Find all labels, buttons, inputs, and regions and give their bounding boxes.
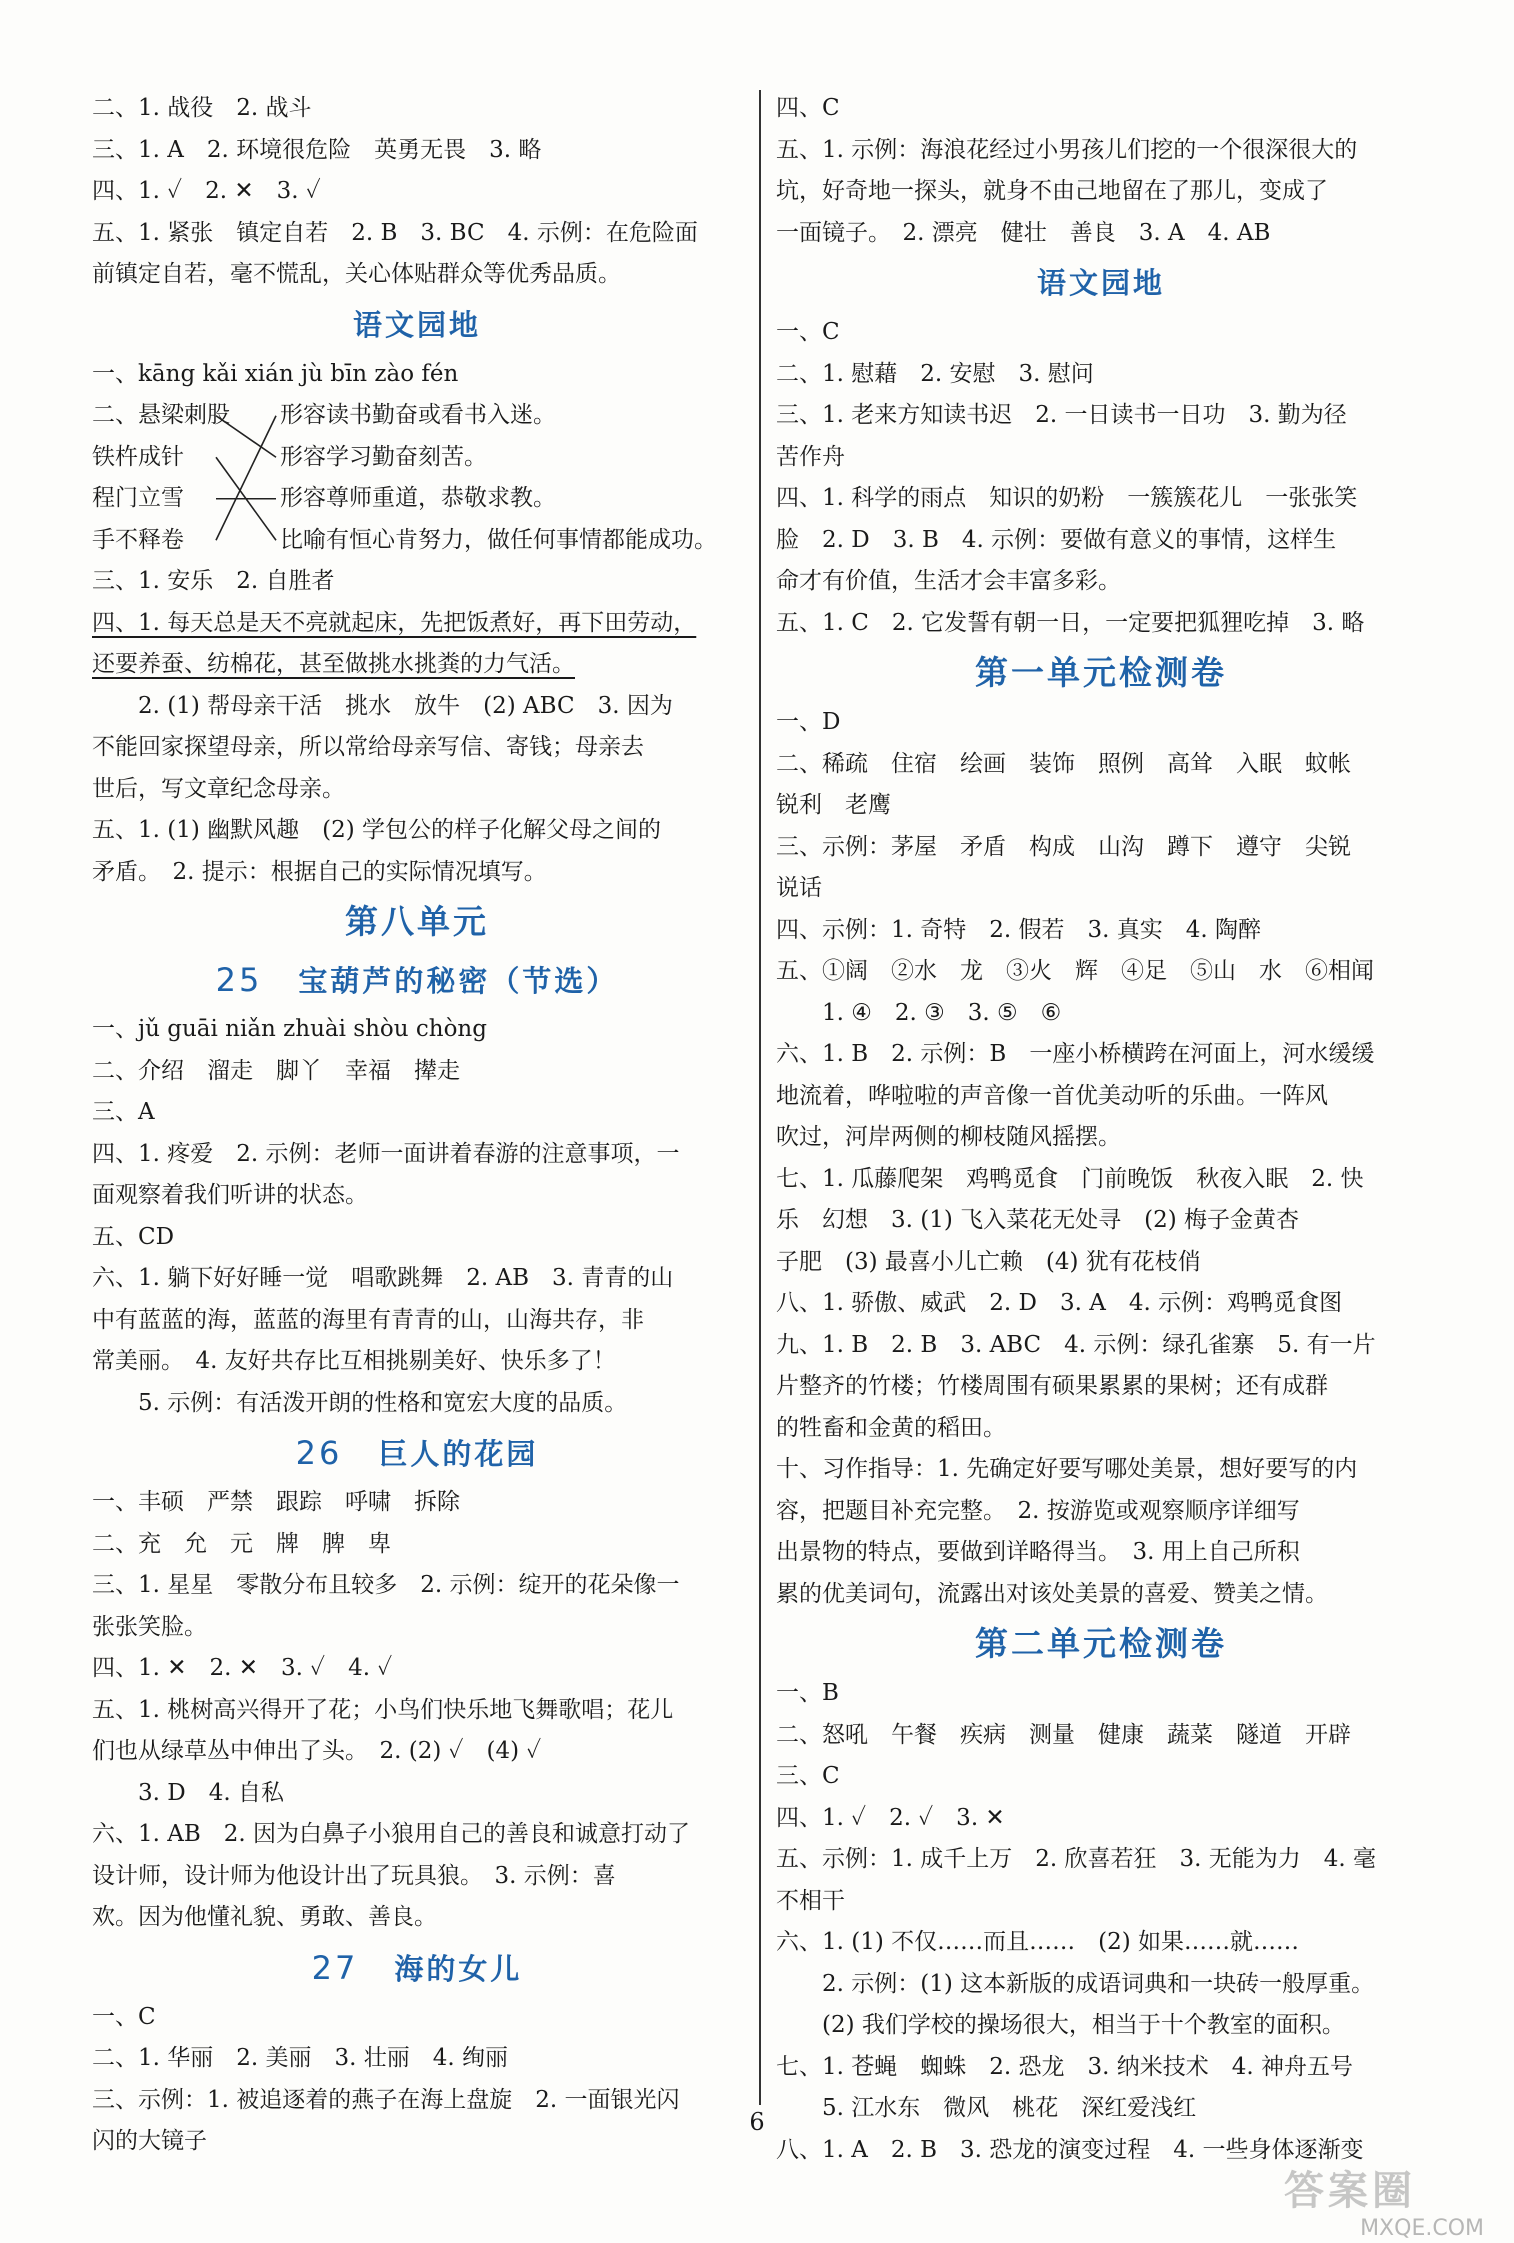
answer-line: 一面镜子。 2. 漂亮 健壮 善良 3. A 4. AB — [776, 219, 1271, 246]
answer-line: 地流着，哗啦啦的声音像一首优美动听的乐曲。一阵风 — [776, 1082, 1328, 1109]
answer-line: 5. 江水东 微风 桃花 深红爱浅红 — [822, 2095, 1197, 2121]
answer-line: 三、示例：茅屋 矛盾 构成 山沟 蹲下 遵守 尖锐 — [776, 833, 1351, 860]
match-connector — [216, 416, 276, 541]
unit-heading: 第二单元检测卷 — [975, 1624, 1227, 1663]
answer-line: 说话 — [776, 875, 822, 901]
matching-exercise — [92, 395, 742, 561]
answer-line: 设计师，设计师为他设计出了玩具狼。 3. 示例：喜 — [92, 1862, 616, 1889]
match-lines — [210, 395, 280, 561]
answer-line: 八、1. 骄傲、威武 2. D 3. A 4. 示例：鸡鸭觅食图 — [776, 1290, 1343, 1316]
watermark-url: MXQE.COM — [1360, 2216, 1484, 2241]
lesson-number: 26 — [295, 1434, 343, 1472]
answer-line: 中有蓝蓝的海，蓝蓝的海里有青青的山，山海共存，非 — [92, 1306, 644, 1333]
match-left-item: 铁杵成针 — [92, 443, 184, 470]
answer-line: 锐利 老鹰 — [776, 792, 891, 818]
match-connector — [216, 416, 276, 458]
answer-line: 一、jǔ guāi niǎn zhuài shòu chòng — [92, 1016, 487, 1042]
answer-line: 世后，写文章纪念母亲。 — [92, 775, 345, 802]
lesson-number: 25 — [215, 961, 263, 999]
answer-line: 矛盾。 2. 提示：根据自己的实际情况填写。 — [92, 858, 547, 885]
answer-line: 命才有价值，生活才会丰富多彩。 — [776, 568, 1121, 594]
answer-line: 三、A — [92, 1099, 155, 1125]
match-left-item: 手不释卷 — [92, 526, 184, 553]
match-right-column — [280, 395, 717, 561]
answer-line: 四、1. ✕ 2. ✕ 3. ✓ 4. ✓ — [92, 1655, 393, 1681]
answer-line: 3. D 4. 自私 — [138, 1779, 284, 1806]
answer-line: 一、B — [776, 1680, 839, 1706]
answer-line: 五、CD — [92, 1223, 175, 1250]
answer-line: 子肥 (3) 最喜小儿亡赖 (4) 犹有花枝俏 — [776, 1248, 1201, 1275]
answer-line: 出景物的特点，要做到详略得当。 3. 用上自己所积 — [776, 1539, 1300, 1565]
answer-line: 二、充 允 元 牌 脾 卑 — [92, 1530, 391, 1557]
answer-line: 七、1. 苍蝇 蜘蛛 2. 恐龙 3. 纳米技术 4. 神舟五号 — [776, 2053, 1354, 2080]
answer-line: 一、kāng kǎi xián jù bīn zào fén — [92, 360, 459, 387]
answer-line: 二、稀疏 住宿 绘画 装饰 照例 高耸 入眠 蚊帐 — [776, 750, 1351, 777]
answer-line: 一、C — [92, 2003, 156, 2030]
answer-line: 脸 2. D 3. B 4. 示例：要做有意义的事情，这样生 — [776, 526, 1337, 553]
answer-line — [92, 644, 742, 686]
answer-line: 一、C — [776, 319, 840, 345]
answer-line: 吹过，河岸两侧的柳枝随风摇摆。 — [776, 1124, 1121, 1150]
answer-line: 四、C — [776, 95, 840, 121]
answer-line: 2. 示例：(1) 这本新版的成语词典和一块砖一般厚重。 — [822, 1970, 1375, 1997]
unit-heading: 第一单元检测卷 — [975, 653, 1227, 692]
answer-line: 常美丽。 4. 友好共存比互相挑剔美好、快乐多了！ — [92, 1348, 616, 1374]
lesson-heading — [92, 951, 742, 1009]
unit-heading: 第八单元 — [345, 902, 489, 941]
section-heading: 语文园地 — [352, 307, 481, 342]
answer-line: 二、1. 战役 2. 战斗 — [92, 95, 312, 121]
page-number: 6 — [749, 2108, 765, 2136]
answer-line: 2. (1) 帮母亲干活 挑水 放牛 (2) ABC 3. 因为 — [138, 692, 673, 719]
lesson-heading — [92, 1424, 742, 1482]
answer-line: 六、1. AB 2. 因为白鼻子小狼用自己的善良和诚意打动了 — [92, 1821, 691, 1847]
underlined-answer: 四、1. 每天总是天不亮就起床，先把饭煮好，再下田劳动， — [92, 609, 697, 636]
answer-line: 二、怒吼 午餐 疾病 测量 健康 蔬菜 隧道 开辟 — [776, 1721, 1351, 1748]
answer-line: 四、示例：1. 奇特 2. 假若 3. 真实 4. 陶醉 — [776, 916, 1262, 943]
answer-line: 七、1. 瓜藤爬架 鸡鸭觅食 门前晚饭 秋夜入眠 2. 快 — [776, 1165, 1364, 1192]
lesson-title: 宝葫芦的秘密（节选） — [298, 964, 619, 998]
answer-line: 一、丰硕 严禁 跟踪 呼啸 拆除 — [92, 1489, 460, 1515]
match-right-item: 形容读书勤奋或看书入迷。 — [280, 402, 556, 428]
answer-line: 容，把题目补充完整。 2. 按游览或观察顺序详细写 — [776, 1497, 1300, 1524]
answer-line: 六、1. (1) 不仅……而且…… (2) 如果……就…… — [776, 1929, 1300, 1955]
answer-line: 五、示例：1. 成千上万 2. 欣喜若狂 3. 无能为力 4. 毫 — [776, 1846, 1377, 1872]
answer-line: 五、1. 桃树高兴得开了花；小鸟们快乐地飞舞歌唱；花儿 — [92, 1696, 674, 1723]
lesson-title: 海的女儿 — [394, 1951, 523, 1986]
answer-line: 三、C — [776, 1763, 840, 1789]
answer-line: 三、示例：1. 被追逐着的燕子在海上盘旋 2. 一面银光闪 — [92, 2086, 680, 2113]
answer-line: 八、1. A 2. B 3. 恐龙的演变过程 4. 一些身体逐渐变 — [776, 2136, 1364, 2163]
answer-line: 们也从绿草丛中伸出了头。 2. (2) ✓ (4) ✓ — [92, 1738, 542, 1764]
answer-line: 不能回家探望母亲，所以常给母亲写信、寄钱；母亲去 — [92, 734, 644, 760]
answer-line: 苦作舟 — [776, 443, 845, 470]
left-column — [92, 88, 742, 2163]
answer-line: 二、1. 华丽 2. 美丽 3. 壮丽 4. 绚丽 — [92, 2045, 509, 2071]
answer-line: 不相干 — [776, 1887, 845, 1914]
lesson-heading — [92, 1939, 742, 1997]
match-right-item: 形容学习勤奋刻苦。 — [280, 443, 487, 470]
answer-line: 一、D — [776, 709, 841, 735]
lesson-title: 巨人的花园 — [378, 1437, 539, 1471]
answer-line: 三、1. 老来方知读书迟 2. 一日读书一日功 3. 勤为径 — [776, 402, 1347, 428]
answer-line: 三、1. 安乐 2. 自胜者 — [92, 568, 335, 594]
answer-line: 二、1. 慰藉 2. 安慰 3. 慰问 — [776, 360, 1094, 387]
answer-line: 九、1. B 2. B 3. ABC 4. 示例：绿孔雀寨 5. 有一片 — [776, 1331, 1376, 1358]
answer-line: 1. ④ 2. ③ 3. ⑤ ⑥ — [822, 999, 1062, 1026]
answer-line: (2) 我们学校的操场很大，相当于十个教室的面积。 — [822, 2012, 1345, 2038]
answer-line: 六、1. B 2. 示例：B 一座小桥横跨在河面上，河水缓缓 — [776, 1041, 1375, 1067]
answer-line: 四、1. 科学的雨点 知识的奶粉 一簇簇花儿 一张张笑 — [776, 485, 1358, 511]
answer-line: 欢。因为他懂礼貌、勇敢、善良。 — [92, 1904, 437, 1930]
answer-line: 闪的大镜子 — [92, 2128, 207, 2154]
answer-line: 四、1. ✓ 2. ✕ 3. ✓ — [92, 178, 321, 204]
match-left-item: 二、悬梁刺股 — [92, 402, 230, 428]
section-heading: 语文园地 — [1036, 266, 1165, 300]
answer-line: 片整齐的竹楼；竹楼周围有硕果累累的果树；还有成群 — [776, 1373, 1328, 1399]
underlined-answer: 还要养蚕、纺棉花，甚至做挑水挑粪的力气活。 — [92, 651, 575, 677]
answer-line: 四、1. ✓ 2. ✓ 3. ✕ — [776, 1804, 1005, 1831]
watermark-logo — [1284, 2159, 1484, 2241]
answer-line: 五、①阔 ②水 龙 ③火 辉 ④足 ⑤山 水 ⑥相闻 — [776, 958, 1374, 984]
answer-line: 张张笑脸。 — [92, 1613, 207, 1640]
answer-line: 四、1. 疼爱 2. 示例：老师一面讲着春游的注意事项，一 — [92, 1140, 680, 1167]
answer-line: 乐 幻想 3. (1) 飞入菜花无处寻 (2) 梅子金黄杏 — [776, 1207, 1300, 1233]
lesson-number: 27 — [311, 1948, 359, 1987]
answer-line: 前镇定自若，毫不慌乱，关心体贴群众等优秀品质。 — [92, 261, 621, 287]
match-right-item: 比喻有恒心肯努力，做任何事情都能成功。 — [280, 526, 717, 553]
column-divider — [759, 90, 761, 2105]
answer-line: 五、1. 紧张 镇定自若 2. B 3. BC 4. 示例：在危险面 — [92, 219, 698, 246]
watermark-text: 答案圈 — [1284, 2168, 1416, 2214]
answer-line: 五、1. (1) 幽默风趣 (2) 学包公的样子化解父母之间的 — [92, 817, 662, 843]
answer-line: 六、1. 躺下好好睡一觉 唱歌跳舞 2. AB 3. 青青的山 — [92, 1265, 674, 1291]
answer-line: 坑，好奇地一探头，就身不由己地留在了那儿，变成了 — [776, 178, 1328, 204]
answer-line: 5. 示例：有活泼开朗的性格和宽宏大度的品质。 — [138, 1389, 628, 1416]
answer-line — [92, 603, 742, 645]
answer-line: 二、介绍 溜走 脚丫 幸福 撵走 — [92, 1057, 460, 1084]
answer-line: 三、1. 星星 零散分布且较多 2. 示例：绽开的花朵像一 — [92, 1572, 680, 1598]
right-column — [776, 88, 1426, 2171]
answer-line: 面观察着我们听讲的状态。 — [92, 1182, 368, 1208]
match-left-item: 程门立雪 — [92, 485, 184, 511]
answer-line: 五、1. C 2. 它发誓有朝一日，一定要把狐狸吃掉 3. 略 — [776, 609, 1365, 636]
answer-line: 三、1. A 2. 环境很危险 英勇无畏 3. 略 — [92, 136, 542, 163]
answer-line: 累的优美词句，流露出对该处美景的喜爱、赞美之情。 — [776, 1580, 1328, 1607]
match-right-item: 形容尊师重道，恭敬求教。 — [280, 485, 556, 511]
answer-line: 十、习作指导：1. 先确定好要写哪处美景，想好要写的内 — [776, 1456, 1358, 1482]
answer-line: 的牲畜和金黄的稻田。 — [776, 1414, 1006, 1441]
answer-line: 五、1. 示例：海浪花经过小男孩儿们挖的一个很深很大的 — [776, 136, 1358, 163]
